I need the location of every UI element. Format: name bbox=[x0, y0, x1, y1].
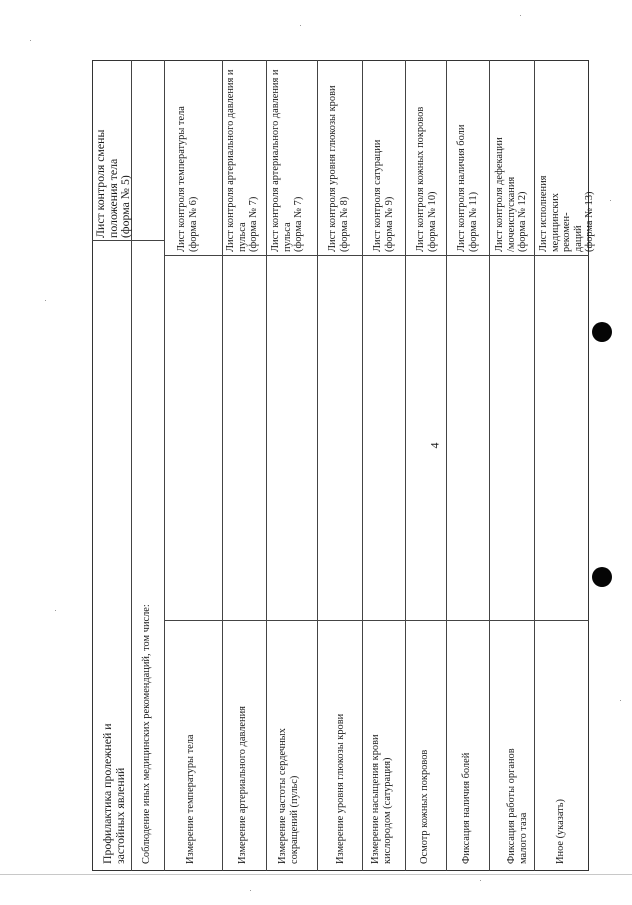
row-9-form: Лист исполнения медицинских рекомен- даций (форма № 13) bbox=[538, 175, 596, 252]
row-1-parameter: Измерение температуры тела bbox=[185, 734, 196, 864]
column-divider-lower bbox=[164, 620, 589, 621]
row-2-form: Лист контроля артериального давления и пульса (форма № 7) bbox=[225, 69, 260, 252]
row-8-form: Лист контроля дефекации /мочеиспускания (форма № 12) bbox=[494, 137, 529, 252]
row-line-8 bbox=[446, 60, 447, 871]
column-divider-upper bbox=[164, 255, 589, 256]
row-3-parameter: Измерение частоты сердечных сокращений (пульс) bbox=[277, 728, 300, 864]
row-line-4 bbox=[266, 60, 267, 871]
page-number: 4 bbox=[427, 442, 442, 449]
row-line-10 bbox=[534, 60, 535, 871]
row-line-6 bbox=[362, 60, 363, 871]
row-4-parameter: Измерение уровня глюкозы крови bbox=[335, 713, 346, 864]
top-row-left-label: Профилактика пролежней и застойных явлений bbox=[100, 723, 127, 864]
row-6-parameter: Осмотр кожных покровов bbox=[419, 749, 430, 864]
row-line-3 bbox=[222, 60, 223, 871]
section-header: Соблюдение иных медицинских рекомендаций, том числе: bbox=[141, 604, 152, 864]
row-8-parameter: Фиксация работы органов малого таза bbox=[506, 748, 529, 864]
top-row-right-label: Лист контроля смены положения тела (форма № 5) bbox=[93, 129, 133, 238]
punch-hole-top bbox=[592, 322, 612, 342]
scan-edge bbox=[0, 874, 632, 875]
row-3-form: Лист контроля артериального давления и пульса (форма № 7) bbox=[270, 69, 305, 252]
row-line-7 bbox=[405, 60, 406, 871]
row-2-parameter: Измерение артериального давления bbox=[237, 706, 248, 864]
row-line-2 bbox=[164, 60, 165, 871]
top-row-divider bbox=[92, 240, 165, 241]
row-4-form: Лист контроля уровня глюкозы крови (форма № 8) bbox=[327, 85, 350, 252]
row-5-form: Лист контроля сатурации (форма № 9) bbox=[372, 139, 395, 252]
row-5-parameter: Измерение насыщения крови кислородом (сатурация) bbox=[370, 734, 393, 864]
row-line-9 bbox=[489, 60, 490, 871]
row-line-5 bbox=[317, 60, 318, 871]
row-1-form: Лист контроля температуры тела (форма № 6) bbox=[176, 106, 199, 252]
row-7-form: Лист контроля наличия боли (форма № 11) bbox=[456, 124, 479, 252]
row-9-parameter: Иное (указать) bbox=[555, 799, 566, 864]
row-7-parameter: Фиксация наличия болей bbox=[461, 752, 472, 864]
punch-hole-bottom bbox=[592, 567, 612, 587]
row-6-form: Лист контроля кожных покровов (форма № 10) bbox=[415, 106, 438, 252]
